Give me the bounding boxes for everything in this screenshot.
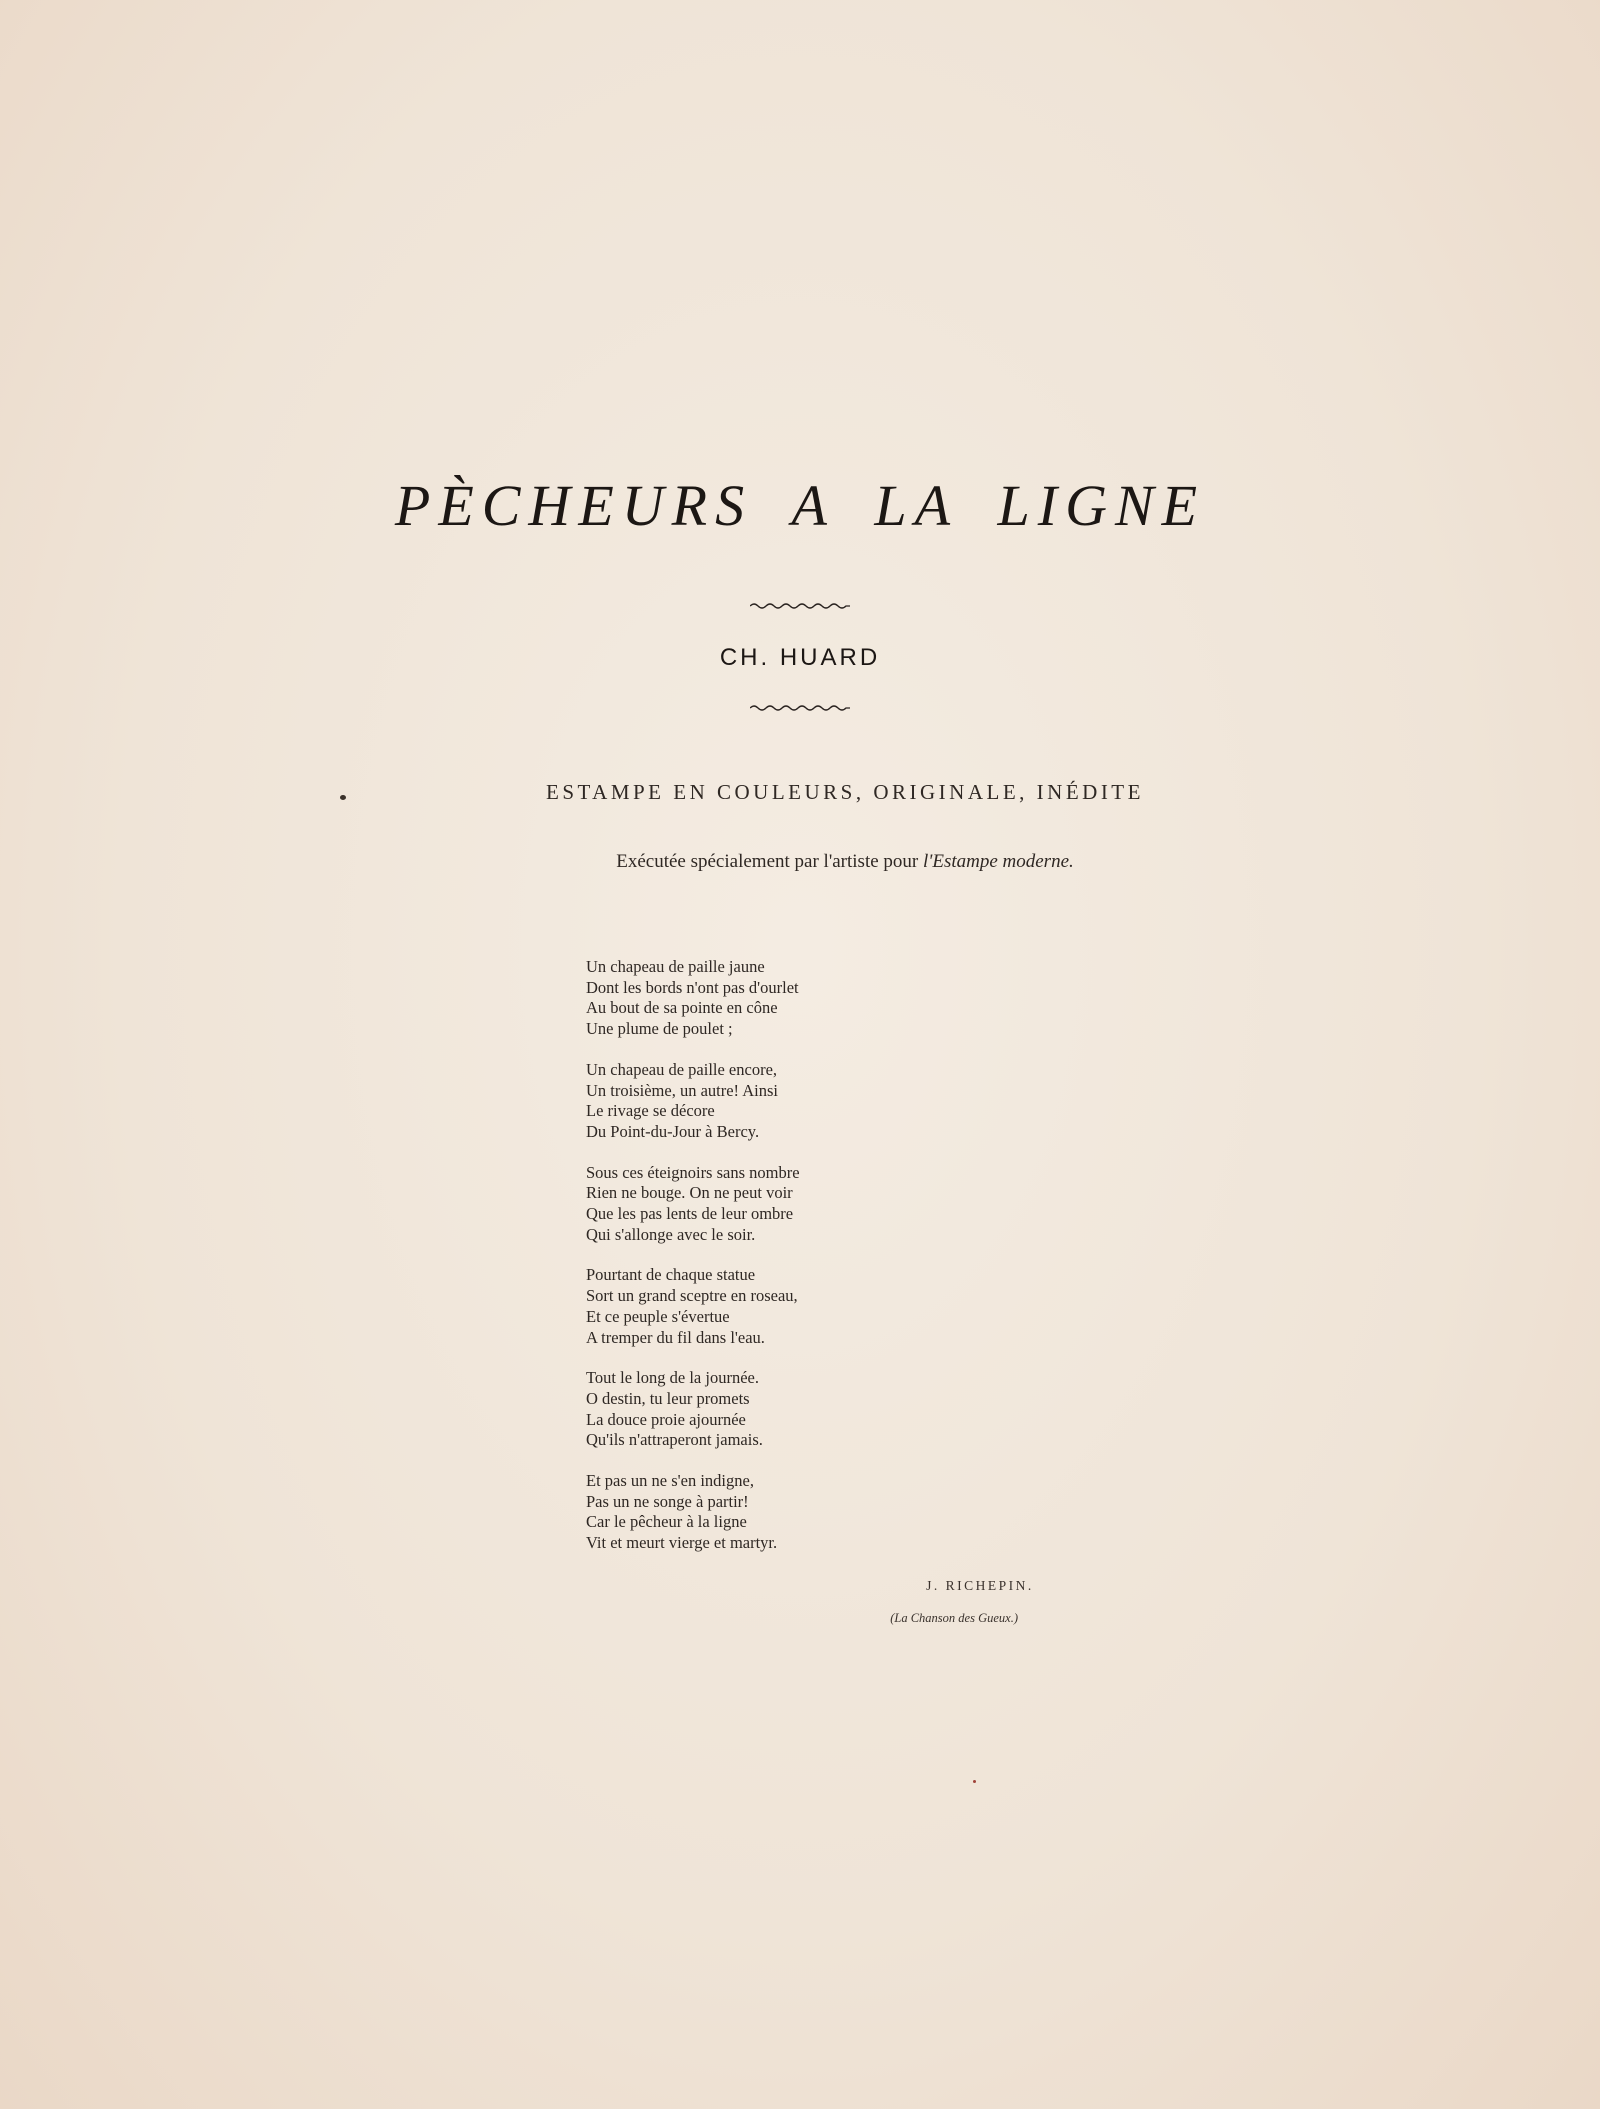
wavy-divider-bottom <box>0 700 1600 718</box>
poem-line: Le rivage se décore <box>586 1101 715 1121</box>
poem-line: Qui s'allonge avec le soir. <box>586 1224 756 1244</box>
poem-line: Sous ces éteignoirs sans nombre <box>586 1162 800 1182</box>
poem-line: Une plume de poulet ; <box>586 1019 733 1039</box>
poem-line: Qu'ils n'attraperont jamais. <box>586 1430 763 1450</box>
poet-signature: J. RICHEPIN. <box>926 1578 1034 1593</box>
poem-source: (La Chanson des Gueux.) <box>890 1611 1018 1625</box>
print-description: ESTAMPE EN COULEURS, ORIGINALE, INÉDITE <box>546 780 1144 804</box>
poem-line: Et ce peuple s'évertue <box>586 1306 730 1326</box>
execution-note <box>0 851 1600 873</box>
poem <box>586 957 800 1554</box>
poem-line: Que les pas lents de leur ombre <box>586 1204 794 1224</box>
poem-line: Car le pêcheur à la ligne <box>586 1512 747 1532</box>
paper-speck <box>340 795 346 800</box>
poem-line: Du Point-du-Jour à Bercy. <box>586 1121 760 1141</box>
publication-name: l'Estampe moderne. <box>923 851 1074 872</box>
poem-stanza <box>586 1368 800 1451</box>
poem-line: La douce proie ajournée <box>586 1409 746 1429</box>
poem-stanza <box>586 1060 800 1143</box>
poem-line: Pas un ne songe à partir! <box>586 1491 749 1511</box>
poem-line: Et pas un ne s'en indigne, <box>586 1471 754 1491</box>
poem-line: Dont les bords n'ont pas d'ourlet <box>586 977 799 997</box>
poem-line: A tremper du fil dans l'eau. <box>586 1327 765 1347</box>
poem-line: Un chapeau de paille encore, <box>586 1059 778 1079</box>
poem-line: Rien ne bouge. On ne peut voir <box>586 1183 793 1203</box>
paper-speck <box>973 1780 976 1783</box>
poem-stanza <box>586 957 800 1040</box>
poem-line: Pourtant de chaque statue <box>586 1265 756 1285</box>
note-text: Exécutée spécialement par l'artiste pour <box>616 851 923 872</box>
poem-line: Vit et meurt vierge et martyr. <box>586 1533 778 1553</box>
poem-line: Un troisième, un autre! Ainsi <box>586 1080 779 1100</box>
page-title: PÈCHEURS A LA LIGNE <box>394 473 1206 538</box>
poem-line: Tout le long de la journée. <box>586 1368 759 1388</box>
poem-line: Au bout de sa pointe en cône <box>586 998 778 1018</box>
poem-stanza <box>586 1163 800 1246</box>
wavy-divider-top <box>0 598 1600 616</box>
poem-stanza <box>586 1265 800 1348</box>
poem-line: O destin, tu leur promets <box>586 1388 750 1408</box>
poem-stanza <box>586 1471 800 1554</box>
artist-name: CH. HUARD <box>719 644 881 671</box>
poem-line: Un chapeau de paille jaune <box>586 957 765 976</box>
poem-line: Sort un grand sceptre en roseau, <box>586 1286 798 1306</box>
